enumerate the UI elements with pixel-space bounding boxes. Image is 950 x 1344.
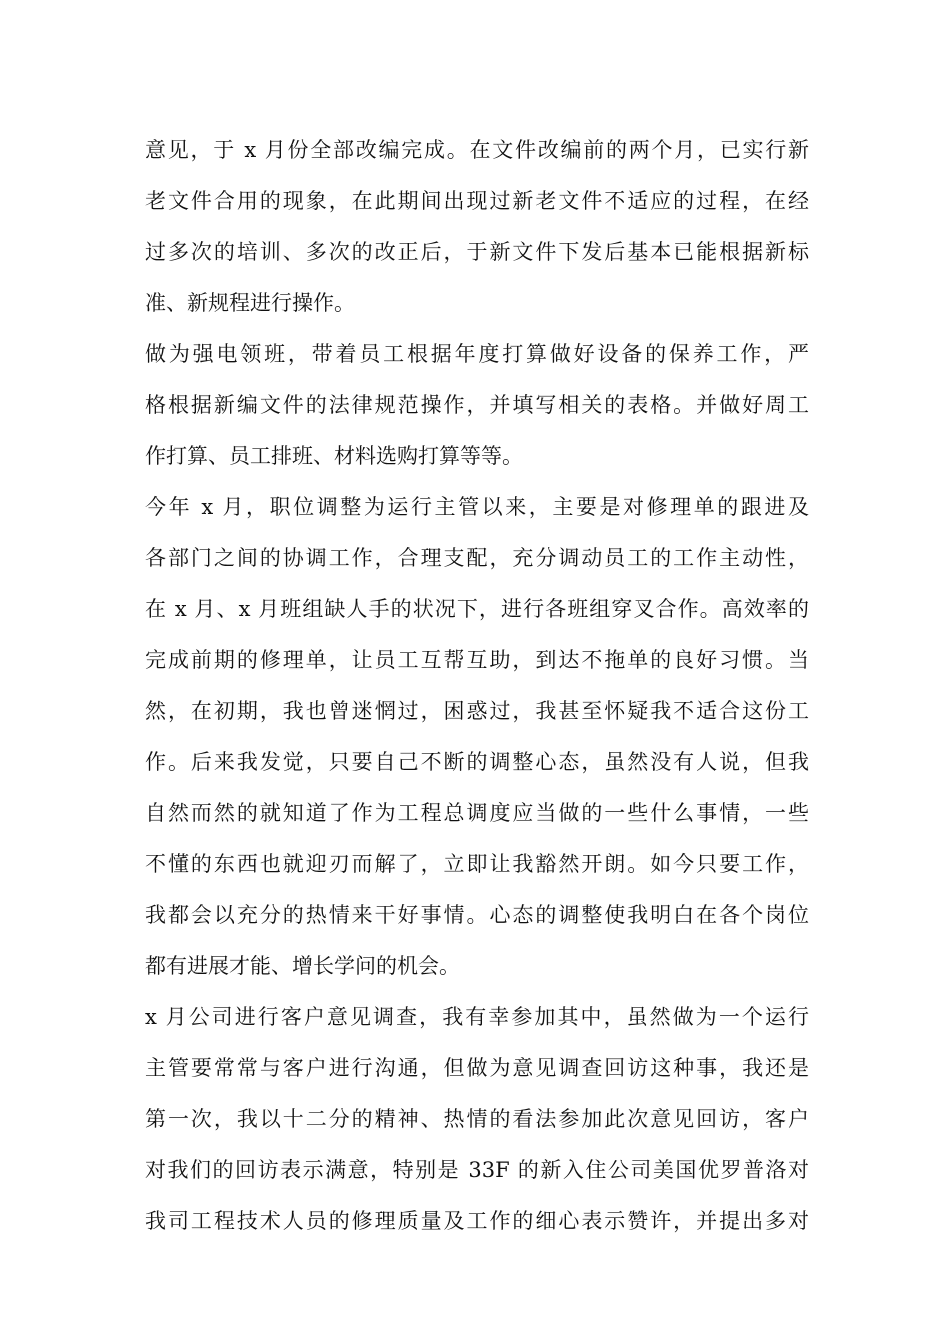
text-line: 在 x 月、x 月班组缺人手的状况下，进行各班组穿叉合作。高效率的 bbox=[145, 597, 809, 621]
text-line: 我司工程技术人员的修理质量及工作的细心表示赞许，并提出多对 bbox=[145, 1209, 809, 1233]
text-line: 作打算、员工排班、材料选购打算等等。 bbox=[145, 444, 523, 468]
text-line: 都有进展才能、增长学问的机会。 bbox=[145, 954, 460, 978]
text-line: 自然而然的就知道了作为工程总调度应当做的一些什么事情，一些 bbox=[145, 801, 809, 825]
text-line: 做为强电领班，带着员工根据年度打算做好设备的保养工作，严 bbox=[145, 342, 809, 366]
text-line: 准、新规程进行操作。 bbox=[145, 291, 355, 315]
text-line: 意见，于 x 月份全部改编完成。在文件改编前的两个月，已实行新 bbox=[145, 138, 809, 162]
text-line: 然，在初期，我也曾迷惘过，困惑过，我甚至怀疑我不适合这份工 bbox=[145, 699, 809, 723]
text-line: x 月公司进行客户意见调查，我有幸参加其中，虽然做为一个运行 bbox=[145, 1005, 809, 1029]
text-line: 过多次的培训、多次的改正后，于新文件下发后基本已能根据新标 bbox=[145, 240, 809, 264]
text-line: 主管要常常与客户进行沟通，但做为意见调查回访这种事，我还是 bbox=[145, 1056, 809, 1080]
text-line: 作。后来我发觉，只要自己不断的调整心态，虽然没有人说，但我 bbox=[145, 750, 809, 774]
text-line: 不懂的东西也就迎刃而解了，立即让我豁然开朗。如今只要工作， bbox=[145, 852, 809, 876]
text-line: 今年 x 月，职位调整为运行主管以来，主要是对修理单的跟进及 bbox=[145, 495, 809, 519]
text-line: 完成前期的修理单，让员工互帮互助，到达不拖单的良好习惯。当 bbox=[145, 648, 809, 672]
text-line: 各部门之间的协调工作，合理支配，充分调动员工的工作主动性， bbox=[145, 546, 809, 570]
text-line: 第一次，我以十二分的精神、热情的看法参加此次意见回访，客户 bbox=[145, 1107, 809, 1131]
text-line: 格根据新编文件的法律规范操作，并填写相关的表格。并做好周工 bbox=[145, 393, 809, 417]
text-line: 老文件合用的现象，在此期间出现过新老文件不适应的过程，在经 bbox=[145, 189, 809, 213]
text-line: 对我们的回访表示满意，特别是 33F 的新入住公司美国优罗普洛对 bbox=[145, 1158, 809, 1182]
text-line: 我都会以充分的热情来干好事情。心态的调整使我明白在各个岗位 bbox=[145, 903, 809, 927]
